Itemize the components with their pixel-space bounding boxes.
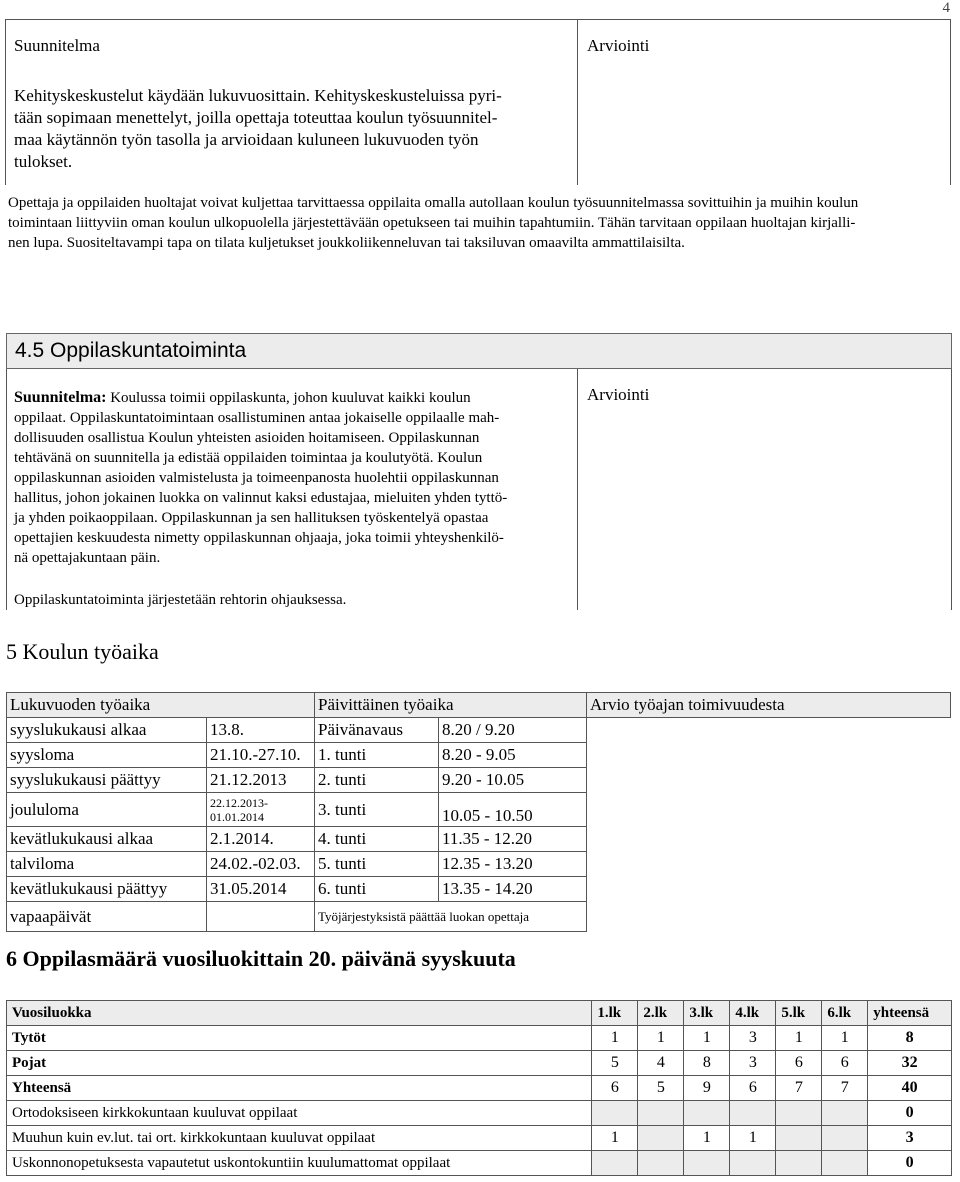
total-cell: 0 — [868, 1101, 952, 1126]
row-label-cell: Pojat — [7, 1051, 592, 1076]
lesson-cell: 5. tunti — [315, 852, 439, 877]
date-cell — [207, 793, 315, 827]
count-cell: 8 — [684, 1051, 730, 1076]
lesson-cell: 4. tunti — [315, 827, 439, 852]
count-cell: 6 — [776, 1051, 822, 1076]
count-cell: 1 — [776, 1026, 822, 1051]
count-cell — [776, 1101, 822, 1126]
total-cell: 32 — [868, 1051, 952, 1076]
lesson-cell: Päivänavaus — [315, 718, 439, 743]
header-school-year: Lukuvuoden työaika — [7, 693, 315, 718]
plan-text-line: Kehityskeskustelut käydään lukuvuosittain. Kehityskeskusteluissa pyri- — [14, 86, 502, 105]
table-row — [7, 1076, 952, 1101]
date-line: 01.01.2014 — [210, 809, 264, 824]
guidance-note: Oppilaskuntatoiminta järjestetään rehtorin ohjauksessa. — [14, 592, 347, 608]
plan-text — [14, 85, 502, 173]
paragraph-line: tehtävänä on suunnitella ja edistää oppilaiden toimintaa ja koulutyötä. Koulun — [14, 450, 483, 466]
count-cell — [638, 1126, 684, 1151]
paragraph-line: oppilaat. Oppilaskuntatoimintaan osallistuminen antaa jokaiselle oppilaalle mah- — [14, 410, 500, 426]
paragraph-line: Opettaja ja oppilaiden huoltajat voivat kuljettaa tarvittaessa oppilaita omalla autollaan koulun työsuunnitelmassa sovittuihin ja muihin koulun — [8, 195, 859, 211]
transport-paragraph — [8, 193, 956, 253]
count-cell: 1 — [684, 1126, 730, 1151]
lesson-cell: 2. tunti — [315, 768, 439, 793]
row-label-cell: Ortodoksiseen kirkkokuntaan kuuluvat oppilaat — [7, 1101, 592, 1126]
paragraph-line — [14, 388, 574, 408]
section-heading-6: 6 Oppilasmäärä vuosiluokittain 20. päivänä syyskuuta — [6, 946, 516, 971]
time-cell: 8.20 - 9.05 — [439, 743, 587, 768]
count-cell: 6 — [822, 1051, 868, 1076]
plan-text-line: tään sopimaan menettelyt, joilla opettaja toteuttaa koulun työsuunnitel- — [14, 108, 498, 127]
row-label-cell: Uskonnonopetuksesta vapautetut uskontokuntiin kuulumattomat oppilaat — [7, 1151, 592, 1176]
table-row — [7, 1101, 952, 1126]
count-cell — [730, 1151, 776, 1176]
count-cell: 3 — [730, 1026, 776, 1051]
table-row — [7, 1126, 952, 1151]
count-cell — [730, 1101, 776, 1126]
header-cell: 3.lk — [684, 1001, 730, 1026]
date-cell: 24.02.-02.03. — [207, 852, 315, 877]
plan-text-line: tulokset. — [14, 152, 73, 171]
count-cell: 6 — [592, 1076, 638, 1101]
evaluation-label: Arviointi — [587, 385, 650, 404]
student-council-text — [14, 388, 574, 568]
date-cell: 21.10.-27.10. — [207, 743, 315, 768]
period-cell: syyslukukausi päättyy — [7, 768, 207, 793]
lesson-cell: 1. tunti — [315, 743, 439, 768]
header-cell: 5.lk — [776, 1001, 822, 1026]
table-row — [7, 718, 951, 743]
count-cell — [822, 1101, 868, 1126]
paragraph-line: opettajien keskuudesta nimetty oppilaskunnan ohjaaja, joka toimii yhteyshenkilö- — [14, 530, 504, 546]
plan-label: Suunnitelma: — [14, 389, 107, 406]
time-cell: 8.20 / 9.20 — [439, 718, 587, 743]
count-cell — [638, 1151, 684, 1176]
table-row — [7, 1026, 952, 1051]
time-cell: 10.05 - 10.50 — [439, 793, 587, 827]
period-cell: syyslukukausi alkaa — [7, 718, 207, 743]
section-heading-4-5: 4.5 Oppilaskuntatoiminta — [6, 333, 952, 369]
count-cell: 7 — [776, 1076, 822, 1101]
time-cell: 12.35 - 13.20 — [439, 852, 587, 877]
period-cell: vapaapäivät — [7, 902, 207, 932]
time-cell: 9.20 - 10.05 — [439, 768, 587, 793]
count-cell: 7 — [822, 1076, 868, 1101]
period-cell: talviloma — [7, 852, 207, 877]
row-label-cell: Tytöt — [7, 1026, 592, 1051]
count-cell — [638, 1101, 684, 1126]
school-work-time-table — [6, 692, 951, 932]
count-cell: 1 — [684, 1026, 730, 1051]
table-row — [7, 1151, 952, 1176]
header-cell: Vuosiluokka — [7, 1001, 592, 1026]
section-heading-5: 5 Koulun työaika — [6, 639, 159, 664]
plan-label: Suunnitelma — [14, 36, 100, 55]
count-cell: 1 — [730, 1126, 776, 1151]
paragraph-line: dollisuuden osallistua Koulun yhteisten asioiden hoitamiseen. Oppilaskunnan — [14, 430, 480, 446]
paragraph-line: nen lupa. Suositeltavampi tapa on tilata kuljetukset joukkoliikenneluvan tai taksiluvan omaavilta ammattilaisilta. — [8, 235, 685, 251]
column-divider — [577, 369, 578, 610]
time-cell: 13.35 - 14.20 — [439, 877, 587, 902]
total-cell: 0 — [868, 1151, 952, 1176]
count-cell — [592, 1101, 638, 1126]
count-cell — [822, 1126, 868, 1151]
text-segment: Koulussa toimii oppilaskunta, johon kuuluvat kaikki koulun — [106, 390, 471, 406]
paragraph-line: toimintaan liittyviin oman koulun ulkopuolella järjestettävään opetukseen tai muihin tapahtumiin. Tähän tarvitaan oppilaan huoltajan kirjalli- — [8, 215, 856, 231]
period-cell: syysloma — [7, 743, 207, 768]
total-cell: 8 — [868, 1026, 952, 1051]
count-cell: 1 — [822, 1026, 868, 1051]
count-cell: 1 — [592, 1126, 638, 1151]
period-cell: joululoma — [7, 793, 207, 827]
count-cell: 6 — [730, 1076, 776, 1101]
table-header-row — [7, 1001, 952, 1026]
count-cell — [776, 1126, 822, 1151]
count-cell: 4 — [638, 1051, 684, 1076]
student-count-body — [7, 1026, 952, 1176]
paragraph-line: ja yhden poikaoppilaan. Oppilaskunnan ja sen hallituksen työskentelyä opastaa — [14, 510, 489, 526]
plan-text-line: maa käytännön työn tasolla ja arvioidaan kuluneen lukuvuoden työn — [14, 130, 479, 149]
date-cell — [207, 902, 315, 932]
lesson-cell: 3. tunti — [315, 793, 439, 827]
header-cell: 1.lk — [592, 1001, 638, 1026]
lesson-cell: 6. tunti — [315, 877, 439, 902]
header-cell: yhteensä — [868, 1001, 952, 1026]
count-cell: 9 — [684, 1076, 730, 1101]
count-cell — [776, 1151, 822, 1176]
student-count-table — [6, 1000, 952, 1176]
column-divider — [577, 20, 578, 185]
table-row — [7, 1051, 952, 1076]
count-cell — [592, 1151, 638, 1176]
date-cell: 31.05.2014 — [207, 877, 315, 902]
date-line: 22.12.2013- — [210, 795, 268, 810]
note-cell: Työjärjestyksistä päättää luokan opettaja — [315, 902, 587, 932]
paragraph-line: oppilaskunnan asioiden valmistelusta ja toimeenpanosta huolehtii oppilaskunnan — [14, 470, 499, 486]
count-cell — [822, 1151, 868, 1176]
row-label-cell: Yhteensä — [7, 1076, 592, 1101]
count-cell: 1 — [638, 1026, 684, 1051]
date-cell: 21.12.2013 — [207, 768, 315, 793]
evaluation-label: Arviointi — [587, 36, 650, 55]
student-council-box — [6, 369, 952, 610]
count-cell — [684, 1101, 730, 1126]
count-cell: 3 — [730, 1051, 776, 1076]
paragraph-line: nä opettajakuntaan päin. — [14, 550, 161, 566]
count-cell: 5 — [638, 1076, 684, 1101]
time-cell: 11.35 - 12.20 — [439, 827, 587, 852]
plan-evaluation-box — [5, 19, 951, 185]
count-cell — [684, 1151, 730, 1176]
row-label-cell: Muuhun kuin ev.lut. tai ort. kirkkokuntaan kuuluvat oppilaat — [7, 1126, 592, 1151]
date-cell: 2.1.2014. — [207, 827, 315, 852]
count-cell: 5 — [592, 1051, 638, 1076]
header-cell: 6.lk — [822, 1001, 868, 1026]
table-header-row — [7, 693, 951, 718]
paragraph-line: hallitus, johon jokainen luokka on valinnut kaksi edustajaa, mieluiten yhden tyttö- — [14, 490, 508, 506]
header-daily-time: Päivittäinen työaika — [315, 693, 587, 718]
total-cell: 3 — [868, 1126, 952, 1151]
header-evaluation: Arvio työajan toimivuudesta — [587, 693, 951, 718]
header-cell: 2.lk — [638, 1001, 684, 1026]
period-cell: kevätlukukausi päättyy — [7, 877, 207, 902]
date-cell: 13.8. — [207, 718, 315, 743]
total-cell: 40 — [868, 1076, 952, 1101]
header-cell: 4.lk — [730, 1001, 776, 1026]
period-cell: kevätlukukausi alkaa — [7, 827, 207, 852]
page-number: 4 — [942, 0, 950, 16]
count-cell: 1 — [592, 1026, 638, 1051]
evaluation-empty-cell — [587, 718, 951, 932]
